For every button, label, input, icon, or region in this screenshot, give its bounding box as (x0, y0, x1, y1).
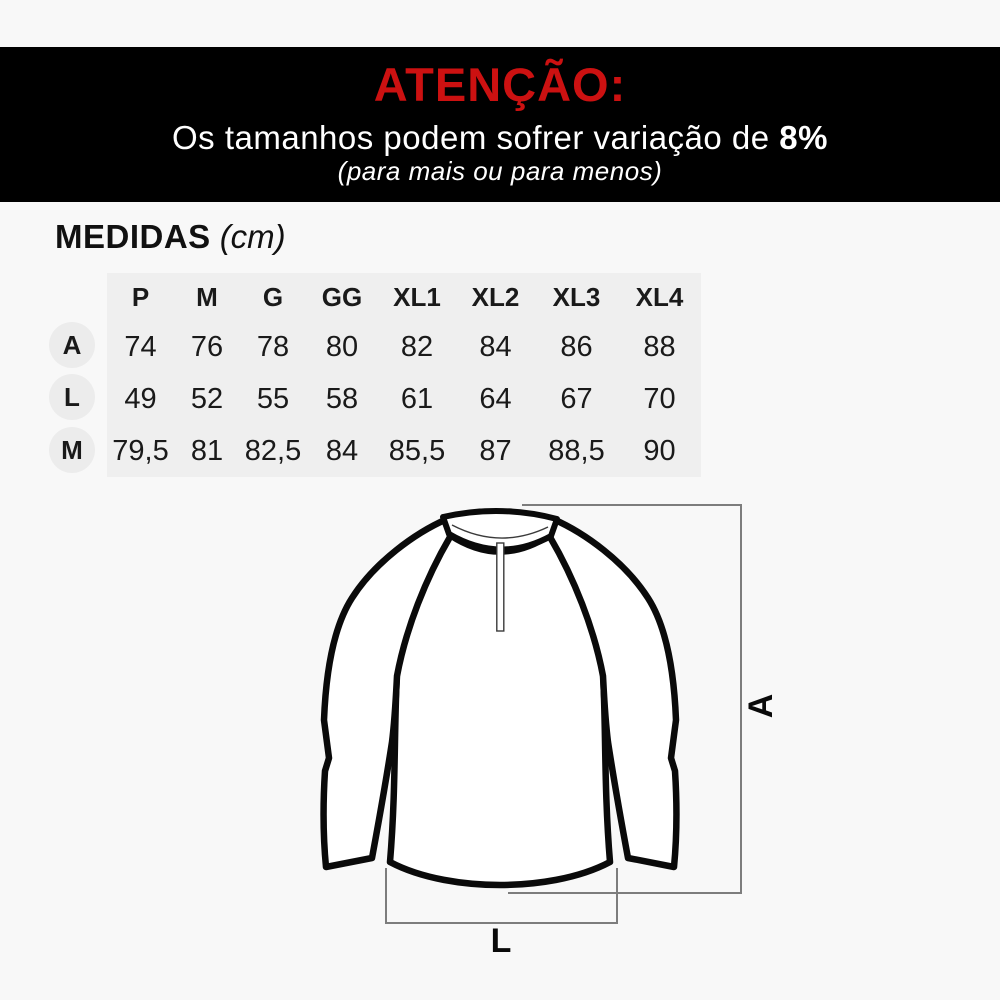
table-cell: 78 (256, 330, 290, 363)
table-cell: 90 (643, 434, 676, 467)
column-header: XL4 (635, 281, 684, 312)
warning-text-percent: 8% (779, 119, 828, 156)
warning-text-normal: Os tamanhos podem sofrer variação de (172, 119, 780, 156)
shirt-diagram (260, 490, 780, 980)
table-cell: 79,5 (112, 434, 169, 467)
table-cell: 88,5 (548, 434, 605, 467)
table-cell: 88 (643, 330, 676, 363)
zipper (497, 543, 504, 631)
warning-subtext: (para mais ou para menos) (337, 156, 663, 186)
table-cell: 87 (479, 434, 512, 467)
column-header: M (196, 281, 218, 312)
table-cell: 55 (256, 382, 290, 415)
row-label-m: M (49, 427, 95, 473)
column-header: XL1 (393, 281, 441, 312)
table-cell: 52 (190, 382, 224, 415)
section-unit: (cm) (219, 218, 286, 255)
column-header: XL2 (471, 281, 520, 312)
row-label-l: L (49, 374, 95, 420)
table-cell: 82 (400, 330, 434, 363)
warning-text (0, 118, 1000, 158)
section-heading (55, 220, 286, 253)
table-cell: 76 (190, 330, 224, 363)
table-cell: 84 (479, 330, 512, 363)
table-cell: 81 (190, 434, 224, 467)
warning-title: ATENÇÃO: (373, 58, 627, 111)
column-header: P (131, 281, 150, 312)
table-cell: 80 (325, 330, 359, 363)
width-measure-label: L (490, 922, 512, 960)
table-cell: 74 (124, 330, 157, 363)
table-cell: 70 (643, 382, 676, 415)
height-measure-label: A (742, 693, 780, 719)
table-cell: 82,5 (244, 434, 302, 467)
table-cell: 64 (479, 382, 512, 415)
table-cell: 85,5 (388, 434, 446, 467)
table-cell: 58 (325, 382, 359, 415)
table-cell: 67 (560, 382, 593, 415)
column-header: GG (321, 281, 363, 312)
table-cell: 61 (400, 382, 434, 415)
row-label-a: A (49, 322, 95, 368)
table-cell: 84 (325, 434, 359, 467)
section-title: MEDIDAS (55, 218, 211, 255)
warning-banner (0, 47, 1000, 202)
table-cell: 49 (124, 382, 157, 415)
size-table (107, 273, 701, 477)
column-header: G (262, 281, 284, 312)
column-header: XL3 (552, 281, 601, 312)
table-cell: 86 (560, 330, 593, 363)
